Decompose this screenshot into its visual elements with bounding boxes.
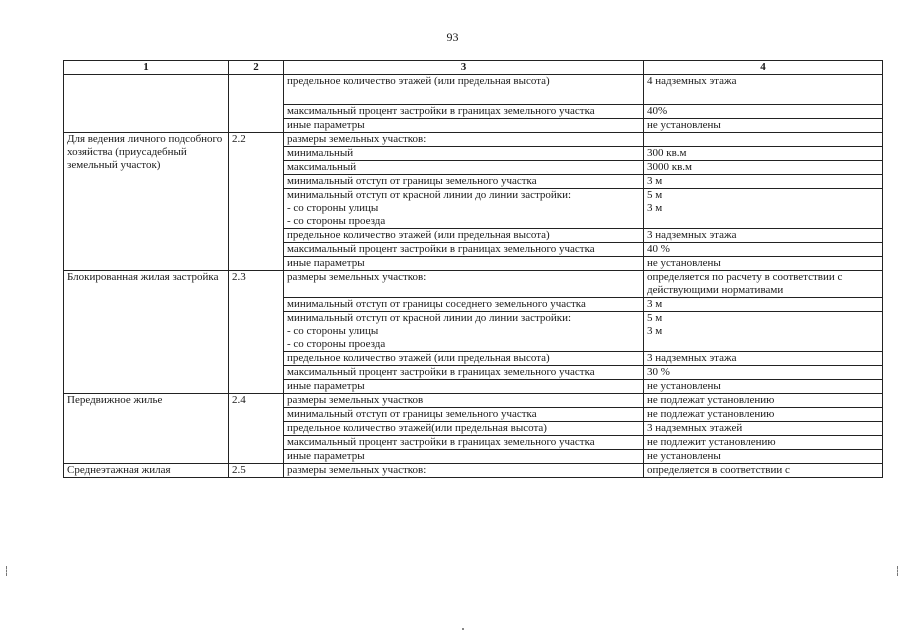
parameter-cell: иные параметры [284,450,644,464]
value-cell: определяется по расчету в соответствии с действующими нормативами [644,271,883,298]
land-use-code [229,75,284,133]
value-cell: 3 м [644,298,883,312]
value-cell: 300 кв.м [644,147,883,161]
parameter-cell: предельное количество этажей (или предельная высота) [284,352,644,366]
land-use-code: 2.3 [229,271,284,394]
column-header: 2 [229,61,284,75]
land-use-name: Для ведения личного подсобного хозяйства (приусадебный земельный участок) [64,133,229,271]
value-cell: 4 надземных этажа [644,75,883,105]
value-cell [644,133,883,147]
margin-mark [6,566,9,576]
parameter-cell: минимальный отступ от красной линии до линии застройки: - со стороны улицы - со стороны проезда [284,312,644,352]
table-row [64,271,883,298]
value-cell: 3000 кв.м [644,161,883,175]
scan-dot [462,628,464,630]
parameter-cell: предельное количество этажей (или предельная высота) [284,229,644,243]
table-row [64,464,883,478]
land-use-code: 2.4 [229,394,284,464]
parameter-cell: максимальный процент застройки в границах земельного участка [284,105,644,119]
parameter-cell: иные параметры [284,380,644,394]
value-cell: не подлежит установлению [644,436,883,450]
zoning-parameters-table [63,60,883,478]
parameter-cell: предельное количество этажей(или предельная высота) [284,422,644,436]
value-cell: 5 м 3 м [644,312,883,352]
parameter-cell: размеры земельных участков: [284,133,644,147]
table-row [64,133,883,147]
parameter-cell: минимальный отступ от красной линии до линии застройки: - со стороны улицы - со стороны проезда [284,189,644,229]
value-cell: 3 надземных этажей [644,422,883,436]
land-use-name: Среднеэтажная жилая [64,464,229,478]
value-cell: не установлены [644,380,883,394]
margin-mark [897,566,900,576]
parameter-cell: размеры земельных участков: [284,464,644,478]
value-cell: 40 % [644,243,883,257]
land-use-code: 2.2 [229,133,284,271]
value-cell: 3 надземных этажа [644,229,883,243]
value-cell: 40% [644,105,883,119]
parameter-cell: максимальный процент застройки в границах земельного участка [284,436,644,450]
value-cell: не подлежат установлению [644,394,883,408]
value-cell: не установлены [644,257,883,271]
value-cell: 5 м 3 м [644,189,883,229]
parameter-cell: иные параметры [284,257,644,271]
table-row [64,75,883,105]
column-header: 1 [64,61,229,75]
parameter-cell: предельное количество этажей (или предельная высота) [284,75,644,105]
page-number: 93 [446,30,459,44]
parameter-cell: минимальный отступ от границы земельного участка [284,175,644,189]
value-cell: определяется в соответствии с [644,464,883,478]
column-header: 3 [284,61,644,75]
land-use-name [64,75,229,133]
parameter-cell: размеры земельных участков [284,394,644,408]
value-cell: 30 % [644,366,883,380]
table-row [64,394,883,408]
table-header-row [64,61,883,75]
land-use-name: Блокированная жилая застройка [64,271,229,394]
value-cell: 3 надземных этажа [644,352,883,366]
value-cell: 3 м [644,175,883,189]
parameter-cell: максимальный [284,161,644,175]
parameter-cell: минимальный отступ от границы земельного участка [284,408,644,422]
value-cell: не установлены [644,450,883,464]
land-use-code: 2.5 [229,464,284,478]
parameter-cell: иные параметры [284,119,644,133]
land-use-name: Передвижное жилье [64,394,229,464]
parameter-cell: минимальный отступ от границы соседнего земельного участка [284,298,644,312]
parameter-cell: минимальный [284,147,644,161]
parameter-cell: размеры земельных участков: [284,271,644,298]
parameter-cell: максимальный процент застройки в границах земельного участка [284,366,644,380]
parameter-cell: максимальный процент застройки в границах земельного участка [284,243,644,257]
value-cell: не подлежат установлению [644,408,883,422]
column-header: 4 [644,61,883,75]
value-cell: не установлены [644,119,883,133]
